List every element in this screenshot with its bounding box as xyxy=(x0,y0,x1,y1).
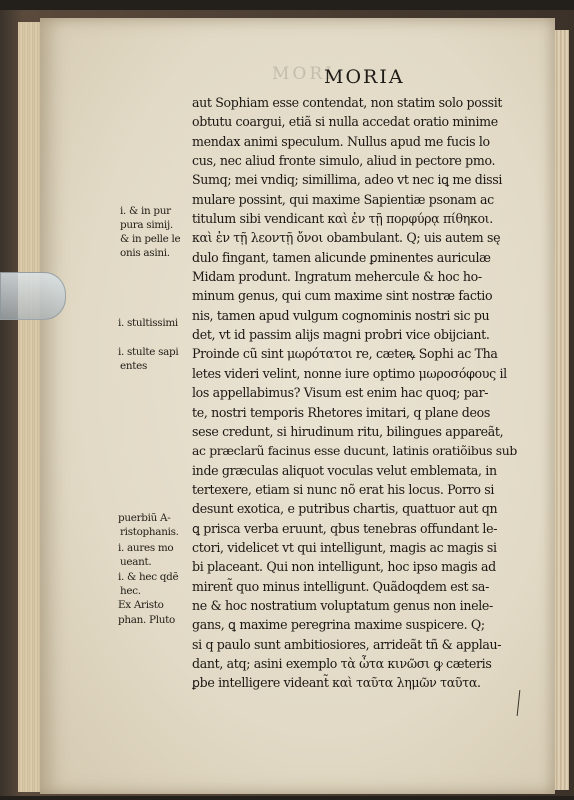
text-line: sese credunt, si hirudinum ritu, bilingues appareãt, xyxy=(192,423,504,439)
running-title: MORIA xyxy=(324,66,405,88)
text-line: obtutu coargui, etiã si nulla accedat oratio minime xyxy=(192,114,498,130)
marginal-gloss: phan. Pluto xyxy=(118,614,175,626)
text-line: det, vt id passim alijs magni probri vice obijciant. xyxy=(192,327,490,343)
text-line: los appellabimus? Visum est enim hac quoq; par- xyxy=(192,385,489,401)
marginal-gloss: i. & hec qdẽ xyxy=(118,571,179,583)
marginal-gloss: i. & in pur xyxy=(120,205,171,217)
text-line: letes videri velint, nonne iure optimo μωροσόφους il xyxy=(192,365,507,381)
text-line: desunt exotica, e putribus chartis, quattuor aut qn xyxy=(192,501,498,517)
text-line: tertexere, etiam si nunc nõ erat his locus. Porro si xyxy=(192,481,495,497)
body-text xyxy=(192,93,516,693)
text-line: gans, ꝗ maxime peregrina maxime suspicere. Q; xyxy=(192,617,485,633)
text-line: mendax animi speculum. Nullus apud me fucis lo xyxy=(192,133,490,149)
marginal-gloss: puerbiũ A- xyxy=(118,512,171,524)
text-line: mirent̃ quo minus intelligunt. Quãdoqdem est sa- xyxy=(192,578,489,594)
text-line: dant, atq; asini exemplo τὰ ὦτα κινῶσι ꝙ cæteris xyxy=(192,655,492,671)
text-line: inde græculas aliquot voculas velut emblemata, in xyxy=(192,462,497,478)
text-line: ꝑbe intelligere videant̃ καὶ ταῦτα λημῶν ταῦτα. xyxy=(192,675,481,691)
marginal-gloss: ueant. xyxy=(120,556,152,568)
text-line: ne & hoc nostratium voluptatum genus non inele- xyxy=(192,597,493,613)
text-line: καὶ ἐν τῇ λεοντῇ ὄνοι obambulant. Q; uis autem sę xyxy=(192,230,501,246)
text-line: Proinde cũ sint μωρότατοι re, cæteꝶ Sophi ac Tha xyxy=(192,346,498,362)
marginal-gloss: onis asini. xyxy=(120,247,170,259)
text-line: minum genus, qui cum maxime sint nostræ factio xyxy=(192,288,493,304)
marginal-gloss: ristophanis. xyxy=(120,526,179,538)
marginal-gloss: entes xyxy=(120,360,147,372)
text-line: titulum sibi vendicant καὶ ἐν τῇ πορφύρᾳ πίθηκοι. xyxy=(192,211,493,227)
text-line: Sumq; mei vndiq; simillima, adeo vt nec iꝗ me dissi xyxy=(192,172,503,188)
marginal-gloss: i. aures mo xyxy=(118,542,174,554)
text-line: ctori, videlicet vt qui intelligunt, magis ac magis si xyxy=(192,539,497,555)
marginal-gloss: i. stulte sapi xyxy=(118,346,179,358)
text-line: te, nostri temporis Rhetores imitari, q plane deos xyxy=(192,404,490,420)
marginal-gloss: hec. xyxy=(120,585,141,597)
text-line: bi placeant. Qui non intelligunt, hoc ipso magis ad xyxy=(192,559,496,575)
marginal-gloss: pura simij. xyxy=(120,219,173,231)
text-line: ꝗ prisca verba eruunt, qbus tenebras offundant le- xyxy=(192,520,498,536)
text-line: ac præclarũ facinus esse ducunt, latinis oratiõibus sub xyxy=(192,443,517,459)
marginal-gloss: i. stultissimi xyxy=(118,317,178,329)
text-line: aut Sophiam esse contendat, non statim solo possit xyxy=(192,95,503,110)
text-line: si q paulo sunt ambitiosiores, arrideãt tñ & applau- xyxy=(192,636,502,652)
text-line: dulo fingant, tamen alicunde ꝑminentes auriculæ xyxy=(192,249,491,265)
right-page-edges xyxy=(553,30,569,790)
marginal-gloss: Ex Aristo xyxy=(118,599,164,611)
bleed-through-title: MORI xyxy=(272,64,335,84)
text-line: Midam produnt. Ingratum mehercule & hoc ho- xyxy=(192,269,482,285)
text-line: mulare possint, qui maxime Sapientiæ psonam ac xyxy=(192,191,494,207)
page-clip xyxy=(0,272,66,320)
marginal-gloss: & in pelle le xyxy=(120,233,181,245)
text-line: nis, tamen apud vulgum cognominis nostri sic pu xyxy=(192,307,490,323)
text-line: cus, nec aliud fronte simulo, aliud in pectore pmo. xyxy=(192,153,496,169)
